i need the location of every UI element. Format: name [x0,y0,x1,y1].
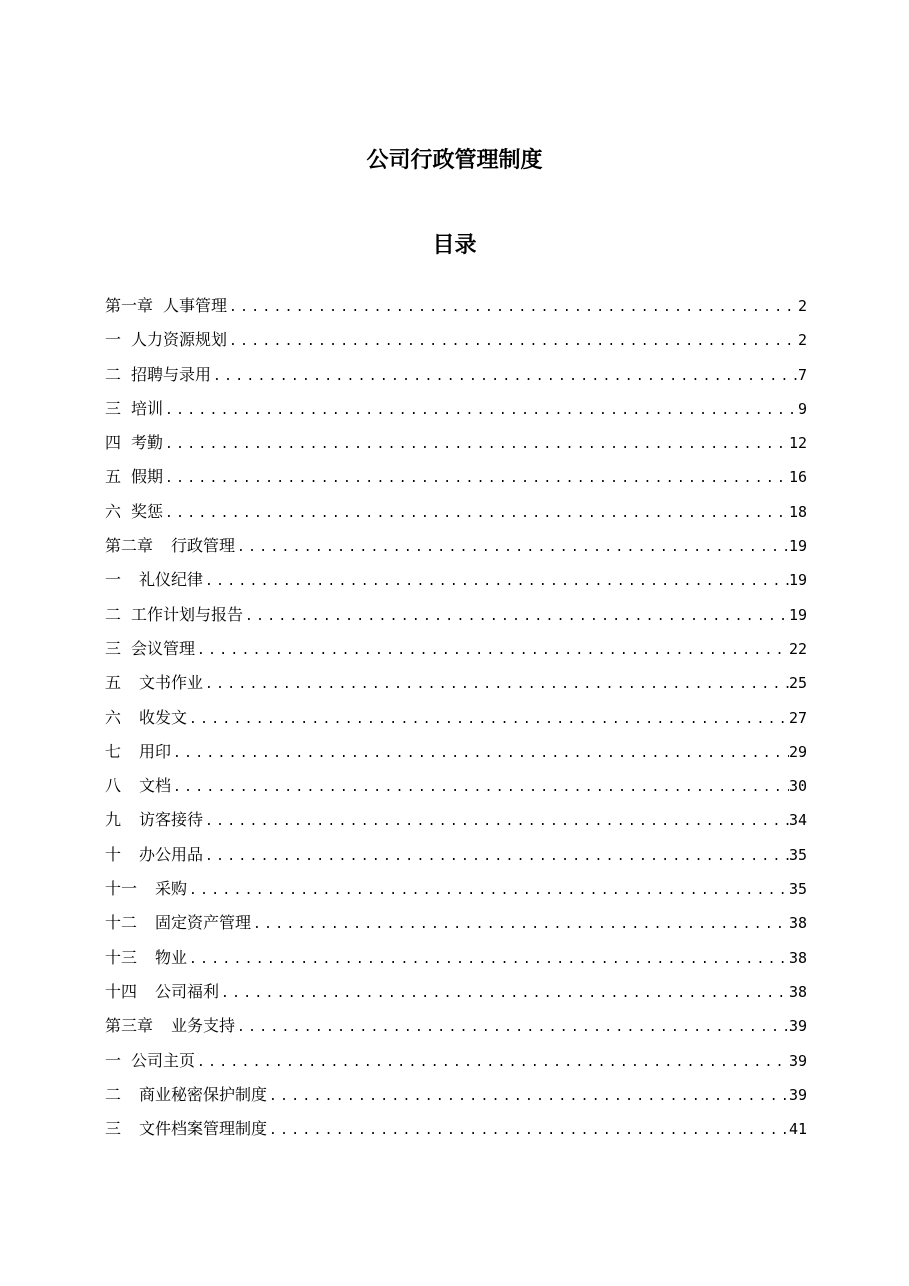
toc-entry-title: 礼仪纪律 [139,570,204,590]
toc-entry-page: 38 [788,914,807,933]
toc-entry-number: 八 [105,776,122,796]
toc-entry-number: 十三 [105,947,138,967]
toc-entry-number: 三 [105,638,122,658]
toc-entry-page: 39 [788,1017,807,1036]
toc-entry-number: 一 [105,1050,122,1070]
toc-entry-number: 十四 [105,981,138,1001]
toc-entry-number: 二 [105,1084,122,1104]
toc-entry-title: 商业秘密保护制度 [139,1084,268,1104]
toc-dot-leader [187,703,789,735]
toc-entry[interactable] [105,289,807,323]
toc-entry-number: 一 [105,570,122,590]
toc-entry[interactable] [105,426,807,460]
toc-entry[interactable] [105,392,807,426]
toc-entry[interactable] [105,632,807,666]
toc-entry-number: 二 [105,364,122,384]
toc-entry[interactable] [105,701,807,735]
toc-entry-title: 培训 [131,398,164,418]
toc-entry-title: 假期 [131,467,164,487]
toc-entry-page: 2 [797,331,807,350]
toc-entry[interactable] [105,358,807,392]
toc-dot-leader [163,462,789,494]
toc-dot-leader [235,1011,789,1043]
toc-entry[interactable] [105,769,807,803]
toc-entry-number: 十一 [105,879,138,899]
toc-entry[interactable] [105,460,807,494]
toc-dot-leader [227,325,798,357]
toc-entry[interactable] [105,666,807,700]
toc-entry-page: 38 [788,948,807,967]
toc-entry-title: 业务支持 [171,1016,236,1036]
toc-dot-leader [267,1080,789,1112]
toc-entry-number: 第三章 [105,1016,154,1036]
toc-entry-title: 公司福利 [155,981,220,1001]
toc-dot-leader [235,531,789,563]
toc-entry-title: 会议管理 [131,638,196,658]
toc-entry[interactable] [105,1112,807,1146]
toc-entry-title: 物业 [155,947,188,967]
toc-dot-leader [203,805,789,837]
toc-dot-leader [195,1046,789,1078]
toc-dot-leader [203,840,789,872]
toc-entry-title: 行政管理 [171,536,236,556]
toc-entry-number: 三 [105,1119,122,1139]
toc-entry-title: 文书作业 [139,673,204,693]
toc-entry[interactable] [105,598,807,632]
toc-entry-number: 五 [105,673,122,693]
toc-entry-page: 19 [788,537,807,556]
document-title: 公司行政管理制度 [366,148,543,173]
toc-entry-number: 一 [105,330,122,350]
toc-entry[interactable] [105,495,807,529]
toc-entry-title: 招聘与录用 [131,364,212,384]
toc-entry[interactable] [105,941,807,975]
toc-entry-number: 六 [105,707,122,727]
toc-entry-page: 18 [788,502,807,521]
toc-entry-page: 39 [788,1051,807,1070]
toc-entry-page: 30 [788,777,807,796]
toc-entry-title: 考勤 [131,433,164,453]
toc-entry-number: 十二 [105,913,138,933]
toc-entry-title: 用印 [139,741,172,761]
toc-dot-leader [163,497,789,529]
toc-dot-leader [163,428,789,460]
toc-entry-page: 35 [788,880,807,899]
toc-entry-number: 二 [105,604,122,624]
toc-entry-title: 公司主页 [131,1050,196,1070]
toc-entry[interactable] [105,872,807,906]
toc-dot-leader [187,874,789,906]
toc-entry-title: 访客接待 [139,810,204,830]
toc-dot-leader [251,908,789,940]
toc-entry-title: 文档 [139,776,172,796]
toc-entry-title: 工作计划与报告 [131,604,244,624]
toc-entry-number: 九 [105,810,122,830]
toc-entry-page: 29 [788,742,807,761]
toc-entry-number: 六 [105,501,122,521]
toc-entry-title: 办公用品 [139,844,204,864]
toc-entry-title: 收发文 [139,707,188,727]
toc-entry-title: 人力资源规划 [131,330,228,350]
toc-entry[interactable] [105,975,807,1009]
toc-dot-leader [227,291,798,323]
toc-dot-leader [163,394,798,426]
toc-dot-leader [203,565,789,597]
toc-entry-page: 9 [797,399,807,418]
toc-dot-leader [171,737,789,769]
toc-dot-leader [211,360,798,392]
toc-entry-page: 34 [788,811,807,830]
toc-entry-number: 第一章 [105,296,154,315]
toc-entry-page: 19 [788,605,807,624]
toc-entry-page: 41 [788,1120,807,1139]
toc-entry-title: 人事管理 [163,296,228,315]
toc-entry[interactable] [105,529,807,563]
toc-dot-leader [219,977,789,1009]
toc-dot-leader [195,634,789,666]
toc-entry[interactable] [105,735,807,769]
toc-entry-page: 39 [788,1085,807,1104]
toc-entry-page: 25 [788,674,807,693]
toc-dot-leader [187,943,789,975]
toc-entry-page: 2 [797,297,807,315]
toc-entry[interactable] [105,1044,807,1078]
table-of-contents [105,289,807,1146]
toc-entry[interactable] [105,563,807,597]
toc-entry[interactable] [105,906,807,940]
toc-entry-page: 22 [788,639,807,658]
toc-entry-title: 采购 [155,879,188,899]
toc-entry-page: 19 [788,571,807,590]
toc-dot-leader [267,1114,789,1146]
toc-entry-number: 第二章 [105,536,154,556]
toc-entry[interactable] [105,838,807,872]
toc-entry-number: 四 [105,433,122,453]
toc-entry-title: 固定资产管理 [155,913,252,933]
toc-dot-leader [171,771,789,803]
toc-heading: 目录 [432,233,477,258]
toc-entry-page: 7 [797,365,807,384]
toc-entry-page: 35 [788,845,807,864]
toc-dot-leader [203,668,789,700]
toc-entry-title: 奖惩 [131,501,164,521]
toc-entry-page: 38 [788,982,807,1001]
toc-entry-title: 文件档案管理制度 [139,1119,268,1139]
toc-entry-number: 五 [105,467,122,487]
toc-entry[interactable] [105,323,807,357]
toc-entry-page: 27 [788,708,807,727]
toc-entry[interactable] [105,1009,807,1043]
toc-entry-number: 七 [105,741,122,761]
toc-entry[interactable] [105,803,807,837]
toc-entry-number: 十 [105,844,122,864]
toc-entry[interactable] [105,1078,807,1112]
toc-entry-page: 16 [788,468,807,487]
toc-dot-leader [243,600,789,632]
toc-entry-number: 三 [105,398,122,418]
toc-entry-page: 12 [788,434,807,453]
